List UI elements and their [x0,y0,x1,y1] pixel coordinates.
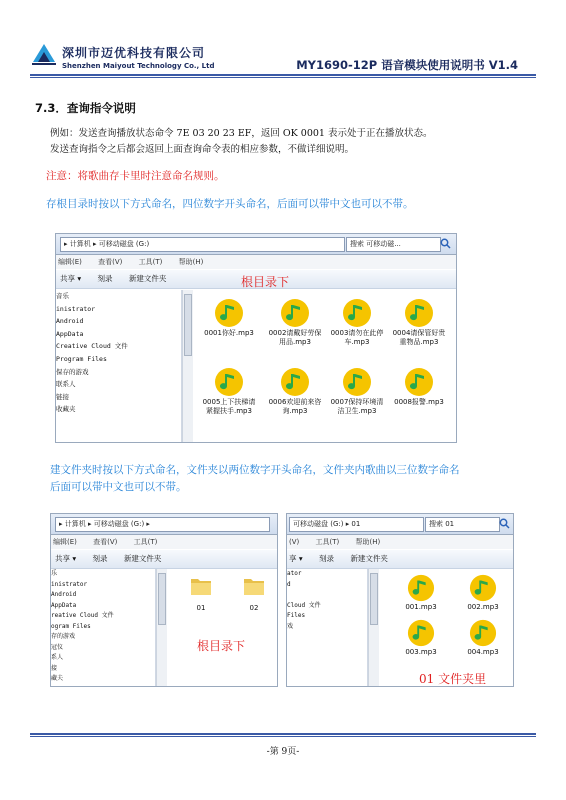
address-path[interactable]: ▸ 计算机 ▸ 可移动磁盘 (G:) [60,237,345,252]
nav-item[interactable]: 音乐 [56,292,69,300]
nav-item[interactable]: Program Files [56,354,107,363]
nav-item[interactable] [287,590,367,601]
music-file-icon [404,298,434,328]
menu-bar [287,535,513,549]
root-directory-label: 根目录下 [241,275,290,289]
folder-item[interactable]: 01 [186,574,216,612]
search-input[interactable]: 搜索 01 [425,517,500,532]
burn-button[interactable]: 刻录 [319,554,335,563]
footer-divider [30,733,536,735]
nav-item[interactable]: Android [56,317,84,326]
nav-item[interactable]: d [287,580,291,588]
mp3-file[interactable]: 0003请勿在此停车.mp3 [330,298,384,346]
nav-item[interactable]: Files [287,612,306,619]
share-button[interactable]: 享 ▾ [289,554,303,563]
music-file-icon [469,574,497,602]
nav-item[interactable]: 保存的游戏 [56,367,89,376]
music-file-icon [407,619,435,647]
mp3-file[interactable]: 0007保持环境清洁卫生.mp3 [330,367,384,415]
menu-tools[interactable]: 工具(T) [138,258,163,266]
naming-note: 注意：将歌曲存卡里时注意命名规则。 [46,170,225,182]
folder-icon [242,574,266,598]
menu-view[interactable]: (V) [289,538,300,546]
mp3-file[interactable]: 0008报警.mp3 [392,367,446,407]
company-logo-icon [30,40,58,68]
mp3-file[interactable]: 001.mp3 [395,574,447,612]
company-name-en: Shenzhen Maiyout Technology Co., Ltd [62,62,215,70]
company-name-cn: 深圳市迈优科技有限公司 [62,46,206,60]
nav-item[interactable]: 冠仪 [51,643,64,651]
share-button[interactable]: 共享 ▾ [60,274,82,283]
nav-item[interactable]: ator [287,570,302,577]
music-file-icon [214,298,244,328]
address-bar [287,514,513,535]
burn-button[interactable]: 刻录 [97,274,113,283]
music-file-icon [280,298,310,328]
nav-item[interactable]: 藏夫 [51,675,64,682]
mp3-file[interactable]: 0004请保管好贵重物品.mp3 [392,298,446,346]
mp3-file[interactable]: 0006欢迎前来咨询.mp3 [268,367,322,415]
burn-button[interactable]: 刻录 [92,554,108,563]
music-file-icon [404,367,434,397]
mp3-file[interactable]: 002.mp3 [457,574,509,612]
folder-naming-rule-line1: 建文件夹时按以下方式命名，文件夹以两位数字开头命名，文件夹内歌曲以三位数字命名 [50,464,460,476]
nav-item[interactable]: 接 [51,664,58,672]
music-file-icon [214,367,244,397]
menu-view[interactable]: 查看(V) [98,258,123,266]
paragraph-detail: 发送查询指令之后都会返回上面查询命令表的相应参数，不做详细说明。 [50,144,355,155]
nav-item[interactable]: inistrator [51,580,88,588]
nav-item[interactable]: Android [51,591,77,598]
new-folder-button[interactable]: 新建文件夹 [123,554,162,563]
folder-item[interactable]: 02 [239,574,269,612]
music-file-icon [469,619,497,647]
folder-naming-rule-line2: 后面可以带中文也可以不带。 [50,481,187,493]
page-number: -第 9页- [266,747,300,757]
menu-tools[interactable]: 工具(T) [315,538,340,546]
search-icon[interactable] [499,518,510,529]
nav-scrollbar[interactable] [182,290,193,442]
root-naming-rule: 存根目录时按以下方式命名，四位数字开头命名，后面可以带中文也可以不带。 [46,198,414,210]
new-folder-button[interactable]: 新建文件夹 [350,554,388,563]
explorer-window-folders [50,513,278,687]
menu-edit[interactable]: 编辑(E) [58,258,82,266]
footer-divider-thin [30,736,536,737]
search-input[interactable]: 搜索 可移动磁... [346,237,441,252]
address-path[interactable]: ▸ 计算机 ▸ 可移动磁盘 (G:) ▸ [55,517,270,532]
folder-01-label: 01 文件夹里 [419,672,487,686]
nav-item[interactable]: 链接 [56,392,69,401]
nav-item[interactable]: Creative Cloud 文件 [56,342,128,351]
mp3-file[interactable]: 0002请戴好劳保用品.mp3 [268,298,322,346]
nav-item[interactable]: 存的游戏 [51,633,76,640]
explorer-window-root [55,233,457,443]
menu-view[interactable]: 查看(V) [93,538,118,546]
mp3-file[interactable]: 003.mp3 [395,619,447,657]
document-title: MY1690-12P 语音模块使用说明书 V1.4 [296,58,518,72]
nav-item[interactable]: AppData [56,329,84,338]
nav-item[interactable]: 系人 [51,654,64,661]
address-path[interactable]: 可移动磁盘 (G:) ▸ 01 [289,517,424,532]
menu-bar [56,255,456,269]
music-file-icon [280,367,310,397]
new-folder-button[interactable]: 新建文件夹 [128,274,167,283]
navigation-pane [51,569,156,686]
music-file-icon [342,367,372,397]
search-icon[interactable] [440,238,451,249]
mp3-file[interactable]: 004.mp3 [457,619,509,657]
mp3-file[interactable]: 0001你好.mp3 [202,298,256,338]
address-bar [51,514,277,535]
nav-item[interactable]: 乐 [51,570,58,577]
nav-item[interactable]: 联系人 [56,380,76,389]
folder-icon [189,574,213,598]
music-file-icon [407,574,435,602]
nav-item[interactable]: reative Cloud 文件 [51,612,114,619]
nav-item[interactable]: Cloud 文件 [287,601,321,609]
header-divider [30,74,536,76]
navigation-pane [287,569,368,686]
explorer-window-folder-01 [286,513,514,687]
menu-help[interactable]: 帮助(H) [355,538,381,546]
navigation-pane [56,290,182,442]
nav-item[interactable]: ogram Files [51,622,91,630]
share-button[interactable]: 共享 ▾ [55,554,77,563]
nav-item[interactable]: AppData [51,601,77,609]
address-bar [56,234,456,255]
toolbar [51,550,277,569]
root-directory-label: 根目录下 [197,639,246,653]
toolbar [287,550,513,569]
nav-item[interactable]: inistrator [56,304,96,313]
header-divider-thin [30,77,536,78]
section-title: 7.3．查询指令说明 [35,101,136,115]
menu-edit[interactable]: 编辑(E) [53,538,77,546]
menu-bar [51,535,277,549]
nav-scrollbar[interactable] [156,569,167,686]
mp3-file[interactable]: 0005上下扶梯请紧握扶手.mp3 [202,367,256,415]
music-file-icon [342,298,372,328]
nav-scrollbar[interactable] [368,569,379,686]
menu-tools[interactable]: 工具(T) [133,538,158,546]
nav-item[interactable]: 戏 [287,622,294,630]
nav-item[interactable]: 收藏夹 [56,405,76,414]
paragraph-example: 例如：发送查询播放状态命令 7E 03 20 23 EF，返回 OK 0001 表示处于正在播放状态。 [50,128,433,139]
menu-help[interactable]: 帮助(H) [178,258,204,266]
